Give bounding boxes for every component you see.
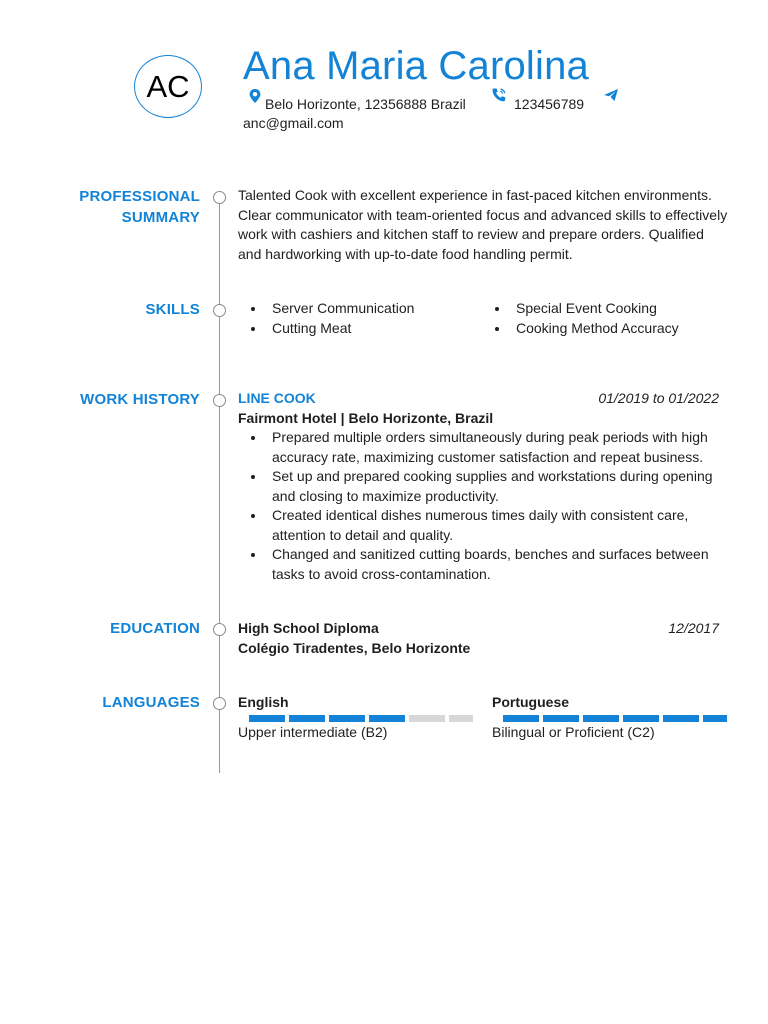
skill-item: Server Communication	[238, 299, 478, 319]
language-name: English	[238, 694, 289, 710]
job-duty-item: Changed and sanitized cutting boards, benches and surfaces between tasks to avoid cross-contamination.	[238, 545, 728, 584]
language-bar-segment	[663, 715, 699, 722]
job-dates: 01/2019 to 01/2022	[598, 390, 719, 406]
phone-icon	[491, 87, 507, 103]
section-title-summary-line1: PROFESSIONAL	[79, 188, 200, 205]
job-title: LINE COOK	[238, 390, 316, 406]
timeline-node-summary	[213, 191, 226, 204]
language-bar-segment	[369, 715, 405, 722]
language-name: Portuguese	[492, 694, 570, 710]
section-title-summary-line2: SUMMARY	[121, 209, 200, 226]
skill-item: Cooking Method Accuracy	[482, 319, 728, 339]
language-bar-segment	[289, 715, 325, 722]
language-level: Bilingual or Proficient (C2)	[492, 724, 655, 740]
timeline-node-skills	[213, 304, 226, 317]
language-level-bar	[503, 715, 727, 722]
education-school: Colégio Tiradentes, Belo Horizonte	[238, 640, 471, 656]
language-bar-segment	[623, 715, 659, 722]
skill-item: Special Event Cooking	[482, 299, 728, 319]
paper-plane-icon	[603, 88, 619, 102]
candidate-name: Ana Maria Carolina	[243, 44, 589, 88]
timeline-node-education	[213, 623, 226, 636]
language-level: Upper intermediate (B2)	[238, 724, 388, 740]
initials-text: AC	[146, 68, 190, 104]
job-duty-item: Prepared multiple orders simultaneously during peak periods with high accuracy rate, maximizing customer satisfaction and repeat business.	[238, 428, 728, 467]
education-date: 12/2017	[668, 620, 719, 636]
section-title-summary	[79, 186, 200, 228]
language-bar-segment	[583, 715, 619, 722]
timeline-node-languages	[213, 697, 226, 710]
skills-list-right	[482, 299, 728, 338]
language-bar-segment	[249, 715, 285, 722]
job-employer: Fairmont Hotel | Belo Horizonte, Brazil	[238, 410, 494, 426]
location-pin-icon	[248, 88, 262, 104]
job-duties-list	[238, 428, 728, 584]
timeline-line	[219, 195, 220, 773]
job-duty-item: Set up and prepared cooking supplies and workstations during opening and closing to maximize productivity.	[238, 467, 728, 506]
education-degree: High School Diploma	[238, 620, 379, 636]
skill-item: Cutting Meat	[238, 319, 478, 339]
language-bar-segment	[503, 715, 539, 722]
contact-email: anc@gmail.com	[243, 115, 344, 131]
initials-monogram	[134, 55, 202, 118]
section-title-work: WORK HISTORY	[80, 391, 200, 408]
contact-phone: 123456789	[514, 96, 585, 112]
section-title-languages: LANGUAGES	[102, 694, 200, 711]
language-bar-segment	[703, 715, 727, 722]
job-duty-item: Created identical dishes numerous times daily with consistent care, attention to detail and quality.	[238, 506, 728, 545]
contact-address: Belo Horizonte, 12356888 Brazil	[265, 96, 466, 112]
section-title-education: EDUCATION	[110, 620, 200, 637]
timeline-node-work	[213, 394, 226, 407]
summary-text: Talented Cook with excellent experience in fast-paced kitchen environments. Clear communicator with team-oriented focus and advanced skills to effectively work with cashiers and kitchen staff to review and prepare orders. Qualified and hardworking with up-to-date food handling permit.	[238, 187, 728, 262]
language-bar-segment	[329, 715, 365, 722]
section-title-skills: SKILLS	[145, 301, 200, 318]
language-bar-segment	[543, 715, 579, 722]
language-bar-segment	[409, 715, 445, 722]
language-level-bar	[249, 715, 473, 722]
skills-list-left	[238, 299, 478, 338]
language-bar-segment	[449, 715, 473, 722]
